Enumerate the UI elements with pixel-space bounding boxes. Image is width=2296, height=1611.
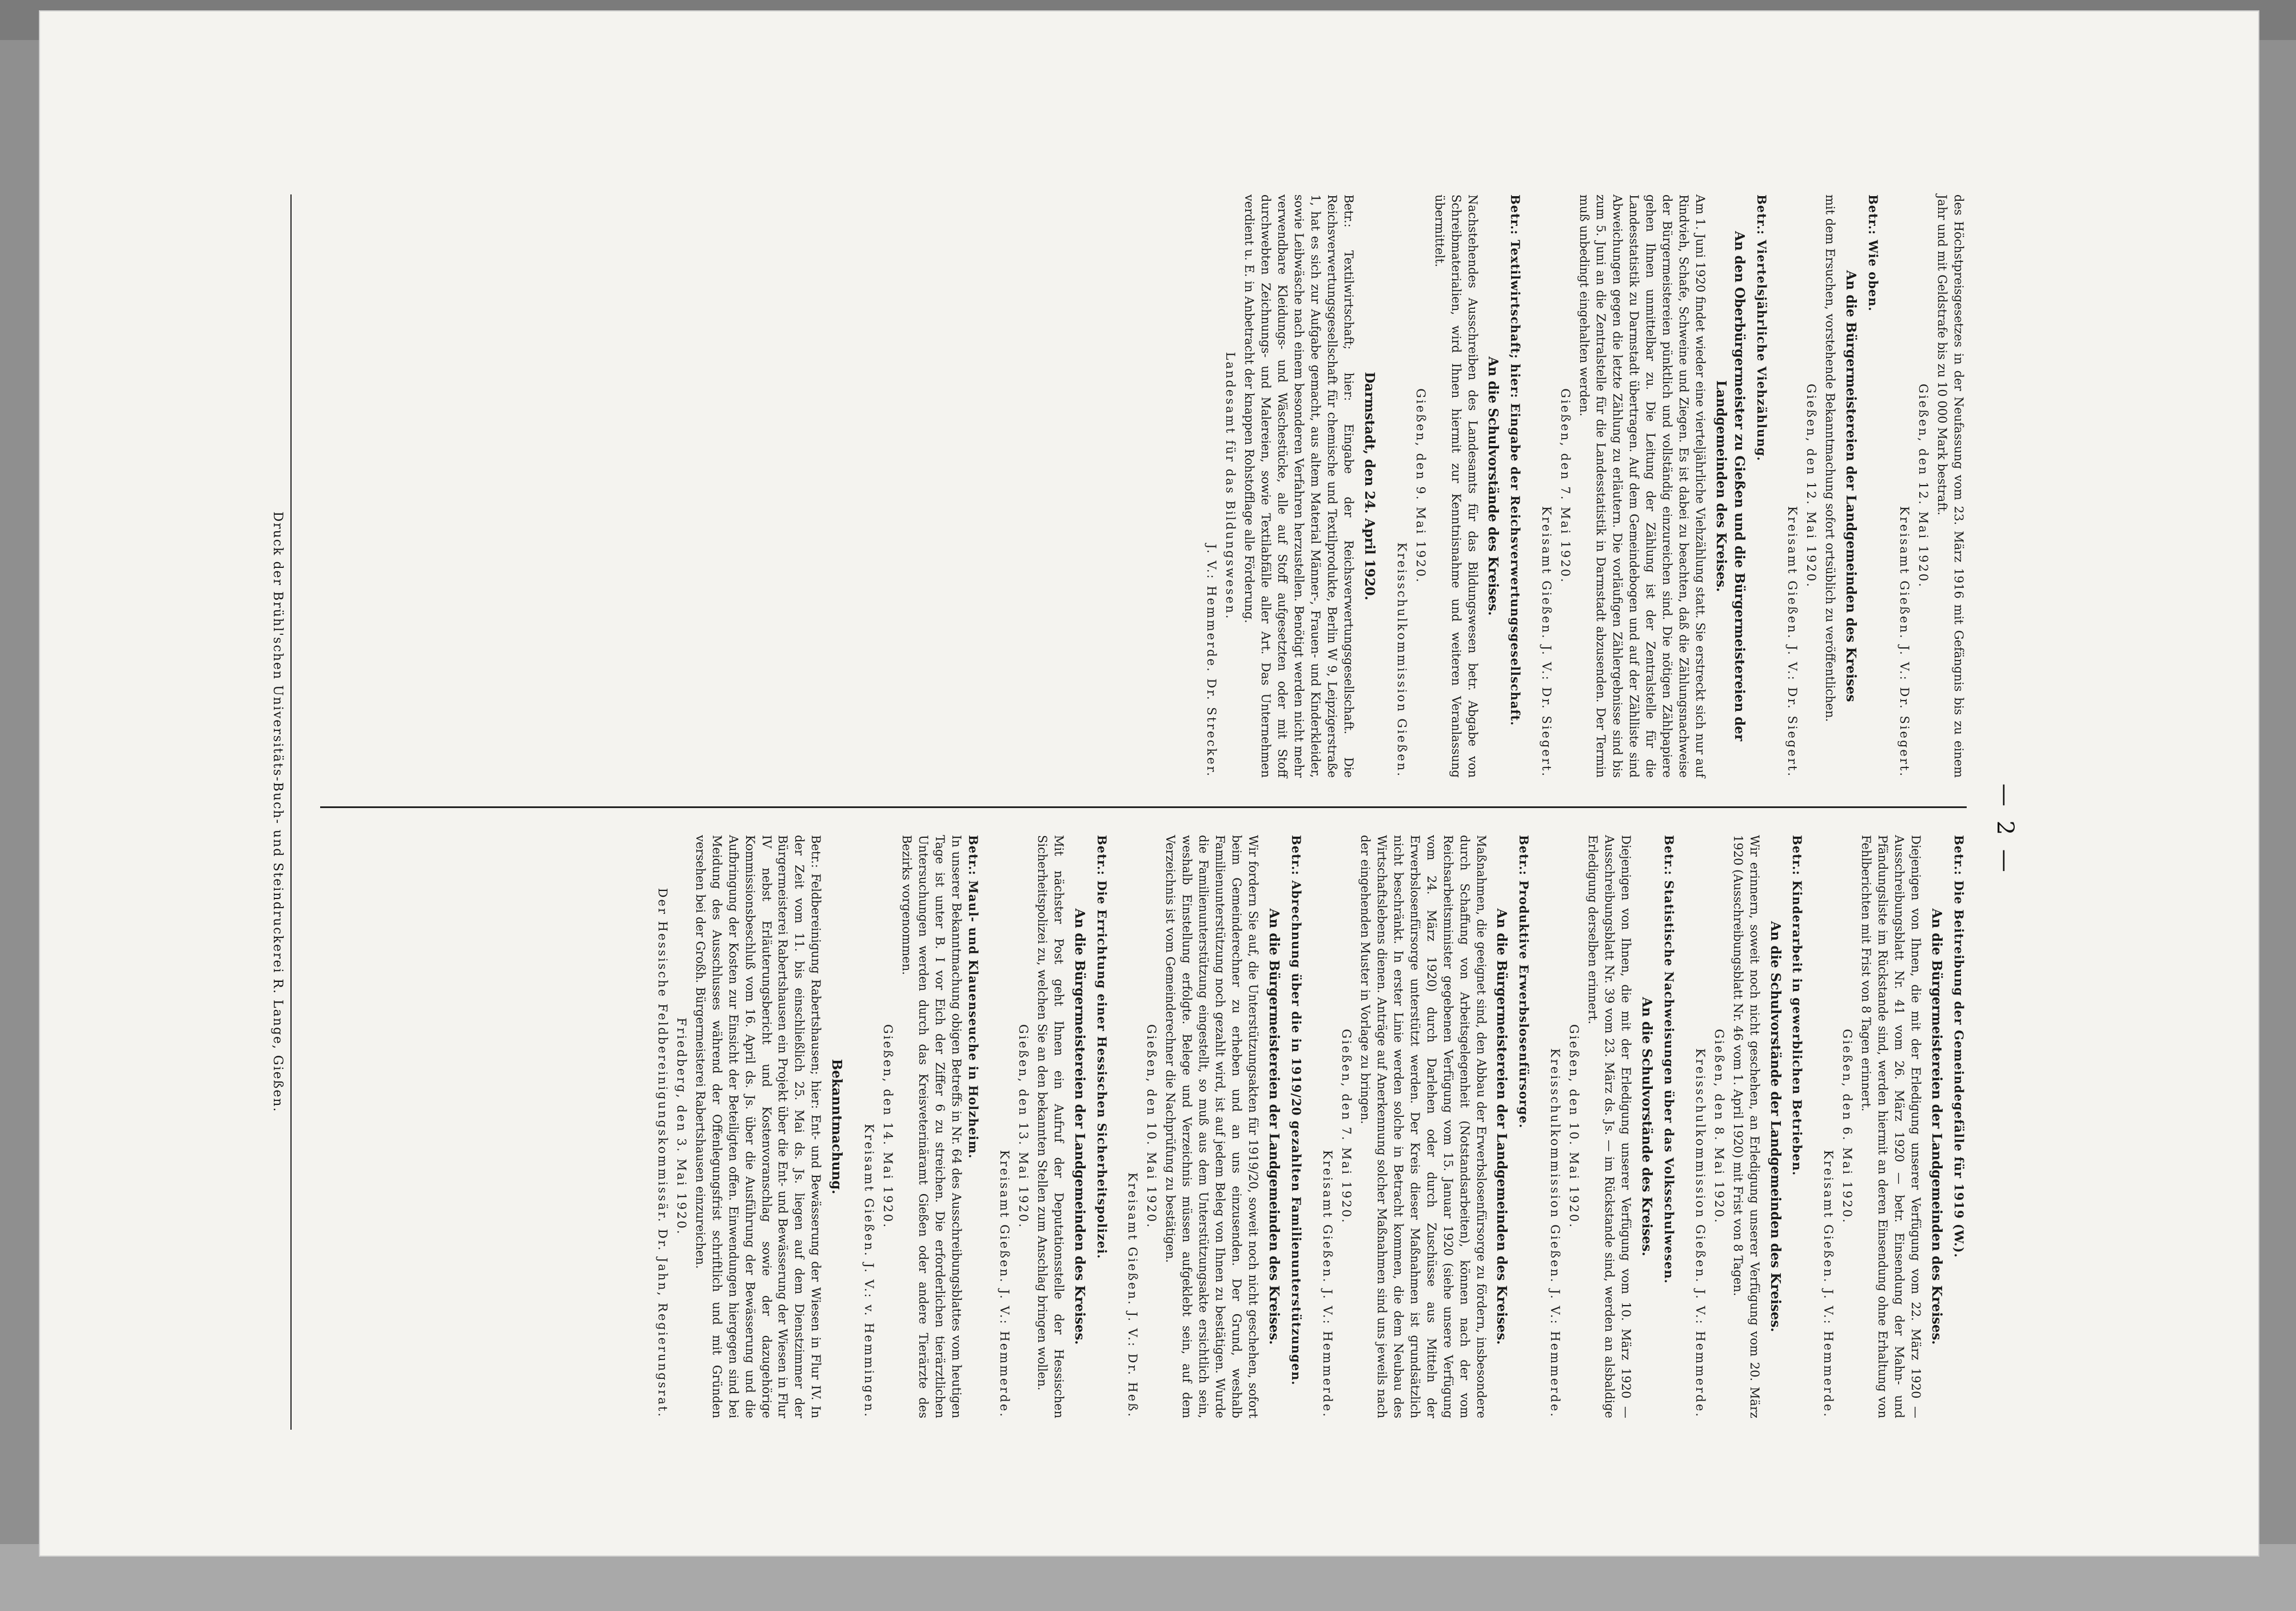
notice-signature: Kreisschulkommission Gießen. J. V.: Hemmerde. (1548, 1048, 1562, 1418)
notice-heading: An die Schulvorstände des Kreises. (1485, 356, 1501, 616)
notice-block (1319, 835, 1532, 1418)
notice-block (1896, 194, 1967, 778)
printer-imprint: Druck der Brühl'schen Universitäts-Buch- und Steindruckerei R. Lange, Gießen. (270, 194, 292, 1430)
notice-subject: Betr.: Textilwirtschaft; hier: Eingabe der Reichsverwertungsgesellschaft. (1508, 194, 1523, 726)
notice-subject: Betr.: Wie oben. (1866, 194, 1881, 312)
notice-subject: Betr.: Die Errichtung einer Hessischen Sicherheitspolizei. (1094, 835, 1109, 1259)
notice-block (654, 835, 846, 1418)
notice-block (1125, 835, 1304, 1418)
left-column (1188, 194, 1967, 778)
notice-subject: Betr.: Die Beitreibung der Gemeindegefälle für 1919 (W.). (1952, 835, 1966, 1258)
notice-place-date: Gießen, den 7. Mai 1920. (1339, 1029, 1353, 1224)
notice-signature: Kreisamt Gießen. J. V.: Dr. Siegert. (1540, 506, 1554, 778)
notice-heading: An die Bürgermeistereien der Landgemeinden des Kreises. (1071, 908, 1087, 1345)
right-column (639, 835, 1967, 1418)
notice-block (1820, 835, 1967, 1418)
notice-heading: An die Bürgermeistereien der Landgemeinden des Kreises. (1494, 908, 1510, 1345)
notice-place-date: Gießen, den 6. Mai 1920. (1840, 1029, 1855, 1224)
notice-place-date: Landesamt für das Bildungswesen. (1223, 352, 1238, 620)
column-divider (320, 806, 1967, 808)
notice-place-date: Gießen, den 7. Mai 1920. (1558, 388, 1573, 584)
notice-place-date: Gießen, den 10. Mai 1920. (1567, 1024, 1581, 1229)
notice-place-date: Friedberg, den 3. Mai 1920. (674, 1017, 688, 1236)
notice-block (1203, 194, 1378, 778)
notice-block (1538, 194, 1769, 778)
notice-subject: Betr.: Produktive Erwerbslosenfürsorge. (1517, 835, 1532, 1129)
notice-signature: Kreisamt Gießen. J. V.: Dr. Siegert. (1898, 506, 1912, 778)
notice-block (1546, 835, 1677, 1418)
notice-signature: J. V.: Hemmerde. Dr. Strecker. (1205, 544, 1219, 778)
notice-subject: Betr.: Abrechnung über die in 1919/20 gezahlten Familienunterstützungen. (1289, 835, 1304, 1386)
notice-body: mit dem Ersuchen, vorstehende Bekanntmachung sofort ortsüblich zu veröffentlichen. (1823, 194, 1837, 722)
notice-signature: Kreisschulkommission Gießen. J. V.: Hemmerde. (1693, 1048, 1707, 1418)
notice-signature: Der Hessische Feldbereinigungskommissär. Dr. Jahn, Regierungsrat. (655, 888, 669, 1418)
notice-heading: An die Bürgermeistereien der Landgemeinden des Kreises. (1266, 908, 1282, 1345)
notice-place-date: Gießen, den 14. Mai 1920. (881, 1024, 895, 1229)
newspaper-sheet (131, 183, 2030, 1441)
notice-signature: Kreisamt Gießen. J. V.: Hemmerde. (1320, 1149, 1334, 1418)
scanned-page (40, 11, 2258, 1556)
notice-body: Betr.: Textilwirtschaft; hier: Eingabe der Reichsverwertungsgesellschaft. Die Reichsverwertungsgesellschaft für chemische und Textilprodukte, Berlin W 9, Leipzigerstraße 1, hat es sich zur Aufgabe gemacht, aus altem Material Männer-, Frauen- und Kinderkleider, sowie Leibwäsche nach einem besonderen Verfahren herzustellen. Benötigt werden nicht mehr verwendbare Kleidungs- und Wäschestücke, alle auf Stoff aufgesetzten oder mit Stoff durchwebten Zeichnungs- und Malereien, sowie Textilabfälle aller Art. Das Unternehmen verdient u. E. in Anbetracht der knappen Rohstofflage alle Förderung. (1242, 194, 1356, 778)
notice-body: des Höchstpreisgesetzes in der Neufassung vom 23. März 1916 mit Gefängnis bis zu einem Jahr und mit Geldstrafe bis zu 10 000 Mark bestraft. (1935, 194, 1966, 778)
page-number: — 2 — (1992, 783, 2018, 876)
notice-heading: An die Bürgermeistereien der Landgemeinden des Kreises (1843, 270, 1859, 702)
notice-heading: Darmstadt, den 24. April 1920. (1361, 372, 1377, 600)
notice-signature: Kreisamt Gießen. J. V.: Dr. Siegert. (1785, 506, 1800, 778)
notice-body: Diejenigen von Ihnen, die mit der Erledigung unserer Verfügung vom 22. März 1920 — Ausschreibungsblatt Nr. 41 vom 26. März 1920 — betr. Einsendung der Mahn- und Pfändungsliste im Rückstande sind, werden hiermit an deren Einsendung ohne Erhaltung von Fehlberichten mit Frist von 8 Tagen erinnert. (1859, 835, 1923, 1418)
notice-heading: An die Bürgermeistereien der Landgemeinden des Kreises. (1929, 908, 1945, 1345)
notice-subject: Betr.: Statistische Nachweisungen über das Volksschulwesen. (1661, 835, 1676, 1284)
notice-heading: Bekanntmachung. (829, 1059, 845, 1195)
notice-heading: An die Schulvorstände der Landgemeinden des Kreises. (1767, 921, 1783, 1332)
notice-place-date: Gießen, den 8. Mai 1920. (1712, 1029, 1726, 1224)
notice-block (996, 835, 1110, 1418)
notice-signature: Kreisschulkommission Gießen. (1394, 542, 1409, 778)
notice-place-date: Gießen, den 13. Mai 1920. (1016, 1024, 1030, 1229)
notice-signature: Kreisamt Gießen. J. V.: Dr. Heß. (1126, 1172, 1140, 1418)
notice-block (860, 835, 981, 1418)
notice-body: Diejenigen von Ihnen, die mit der Erledigung unserer Verfügung vom 10. März 1920 — Ausschreibungsblatt Nr. 39 vom 23. März ds. Js. — im Rückstande sind, werden an alsbaldige Erledigung derselben erinnert. (1586, 835, 1633, 1418)
notice-body: Nachstehendes Ausschreiben des Landesamts für das Bildungswesen betr. Abgabe von Schreibmaterialien, wird Ihnen hiermit zur Kenntnisnahme und weiteren Veranlassung übermittelt. (1432, 194, 1480, 778)
notice-place-date: Gießen, den 12. Mai 1920. (1804, 384, 1819, 588)
notice-body: Maßnahmen, die geeignet sind, den Abbau der Erwerbslosenfürsorge zu fördern, insbesondere durch Schaffung von Arbeitsgelegenheit (Notstandsarbeiten), können nach der vom Reichsarbeitsminister gegebenen Verfügung vom 15. Januar 1920 (siehe unsere Verfügung vom 24. März 1920) durch Darlehen oder durch Zuschüsse aus Mitteln der Erwerbslosenfürsorge unterstützt werden. Der Kreis dieser Maßnahmen ist grundsätzlich nicht beschränkt. In erster Linie werden solche in Betracht kommen, die dem Neubau des Wirtschaftslebens dienen. Anträge auf Anerkennung solcher Maßnahmen sind uns jeweils nach der eingehenden Muster in Vorlage zu bringen. (1358, 835, 1488, 1418)
notice-signature: Kreisamt Gießen. J. V.: v. Hemmingen. (862, 1123, 876, 1418)
notice-signature: Kreisamt Gießen. J. V.: Hemmerde. (997, 1149, 1011, 1418)
notice-signature: Kreisamt Gießen. J. V.: Hemmerde. (1821, 1149, 1836, 1418)
notice-place-date: Gießen, den 10. Mai 1920. (1145, 1024, 1159, 1229)
notice-heading: An den Oberbürgermeister zu Gießen und die Bürgermeistereien der Landgemeinden des Kreises. (1713, 230, 1747, 742)
rotated-content (40, 11, 2258, 1556)
notice-body: Wir fordern Sie auf, die Unterstützungsakten für 1919/20, soweit noch nicht geschehen, sofort beim Gemeinderechner zu erheben und an uns einzusenden. Der Grund, weshalb Familienunterstützung noch gezahlt wird, ist auf jedem Beleg von Ihnen zu bestätigen. Wurde die Familienunterstützung eingestellt, so muß aus dem Unterstützungsakte ersichtlich sein, weshalb Einstellung erfolgte. Belege und Verzeichnis müssen aufgeklebt sein, auf dem Verzeichnis ist vom Gemeinderechner die Nachprüfung zu bestätigen. (1163, 835, 1261, 1418)
notice-place-date: Gießen, den 12. Mai 1920. (1916, 384, 1931, 588)
notice-subject: Betr.: Kinderarbeit in gewerblichen Betrieben. (1790, 835, 1805, 1176)
notice-body: Am 1. Juni 1920 findet wieder eine vierteljährliche Viehzählung statt. Sie erstreckt sich nur auf Rindvieh, Schafe, Schweine und Ziegen. Es ist dabei zu beachten, daß die Zählungsnachweise der Bürgermeistereien pünktlich und vollständig einzureichen sind. Die nötigen Zählpapiere gehen Ihnen unmittelbar zu. Die Leitung der Zählung ist der Zentralstelle für die Landesstatistik zu Darmstadt übertragen. Auf dem Gemeindebogen und auf der Zählliste sind Abweichungen gegen die letzte Zählung zu erläutern. Die vorläufigen Zählergebnisse sind bis zum 5. Juni an die Zentralstelle für die Landesstatistik in Darmstadt abzusenden. Der Termin muß unbedingt eingehalten werden. (1577, 194, 1708, 778)
notice-block (1784, 194, 1882, 778)
notice-subject: Betr.: Viertelsjährliche Viehzählung. (1754, 194, 1769, 462)
notice-heading: An die Schulvorstände des Kreises. (1639, 997, 1655, 1256)
notice-body: Wir erinnern, soweit noch nicht geschehen, an Erledigung unserer Verfügung vom 20. März 1920 (Ausschreibungsblatt Nr. 46 vom 1. April 1920) mit Frist von 8 Tagen. (1731, 835, 1761, 1418)
notice-body: In unserer Bekanntmachung obigen Betreffs in Nr. 64 des Ausschreibungsblattes vom heutigen Tage ist unter B. I vor Eich der Ziffer 6 zu streichen. Die erforderlichen tierärztlichen Untersuchungen werden durch das Kreisveterinäramt Gießen oder andere Tierärzte des Bezirks vorgenommen. (900, 835, 963, 1418)
notice-place-date: Gießen, den 9. Mai 1920. (1413, 388, 1428, 584)
notice-body: Betr.: Feldbereinigung Rabertshausen; hier: Ent- und Bewässerung der Wiesen in Flur IV. In der Zeit vom 11. bis einschließlich 25. Mai ds. Js. liegen auf dem Dienstzimmer der Bürgermeisterei Rabertshausen ein Projekt über die Ent- und Bewässerung der Wiesen in Flur IV nebst Erläuterungsbericht und Kostenvoranschlag sowie der dazugehörige Kommissionsbeschluß vom 16. April ds. Js. über die Ausführung der Bewässerung und die Aufbringung der Kosten zur Einsicht der Beteiligten offen. Einwendungen hiergegen sind bei Meidung des Ausschlusses während der Offenlegungsfrist schriftlich und mit Gründen versehen bei der Großh. Bürgermeisterei Rabertshausen einzureichen. (693, 835, 823, 1418)
notice-block (1393, 194, 1524, 778)
notice-body: Mit nächster Post geht Ihnen ein Aufruf der Deputationsstelle der Hessischen Sicherheitspolizei zu, welchen Sie an den bekannten Stellen zum Anschlag bringen wollen. (1035, 835, 1066, 1418)
notice-subject: Betr.: Maul- und Klauenseuche in Holzheim. (966, 835, 980, 1159)
notice-block (1692, 835, 1805, 1418)
